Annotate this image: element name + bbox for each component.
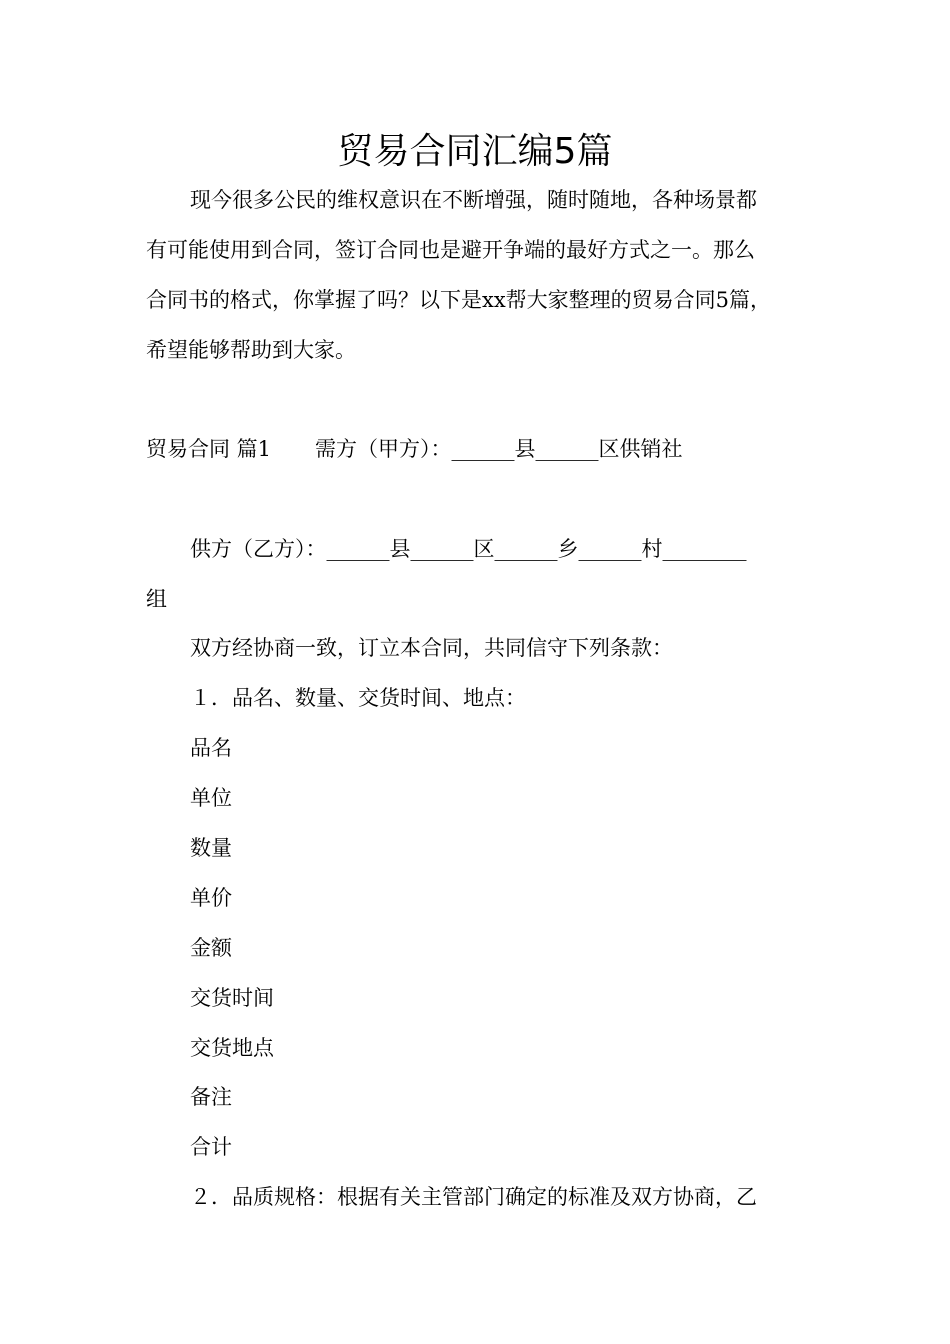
item-label: 备注 — [190, 1085, 232, 1109]
item-label: 交货时间 — [190, 986, 274, 1010]
party-a-line: 需方（甲方）：______县______区供销社 — [315, 437, 683, 461]
party-b-line: 供方（乙方）：______县______区______乡______村________ — [190, 537, 747, 561]
item-label: 品名 — [190, 736, 232, 760]
item-label: 交货地点 — [190, 1036, 274, 1060]
section-1-heading: 贸易合同 篇1 — [146, 437, 272, 461]
clause-2: ２．品质规格：根据有关主管部门确定的标准及双方协商，乙 — [190, 1185, 757, 1209]
document-title: 贸易合同汇编5篇 — [337, 131, 613, 172]
intro-line-2: 有可能使用到合同，签订合同也是避开争端的最好方式之一。那么 — [146, 238, 755, 262]
intro-line-3: 合同书的格式，你掌握了吗？以下是xx帮大家整理的贸易合同5篇， — [146, 288, 772, 312]
item-label: 金额 — [190, 936, 232, 960]
item-label: 合计 — [190, 1135, 232, 1159]
item-label: 数量 — [190, 836, 232, 860]
intro-line-1: 现今很多公民的维权意识在不断增强，随时随地，各种场景都 — [190, 188, 757, 212]
party-b-line-continued: 组 — [146, 587, 167, 611]
item-label: 单价 — [190, 886, 232, 910]
agreement-statement: 双方经协商一致，订立本合同，共同信守下列条款： — [190, 636, 673, 660]
clause-1: １．品名、数量、交货时间、地点： — [190, 686, 526, 710]
section-heading-row — [146, 434, 683, 464]
item-label: 单位 — [190, 786, 232, 810]
intro-line-4: 希望能够帮助到大家。 — [146, 338, 356, 362]
